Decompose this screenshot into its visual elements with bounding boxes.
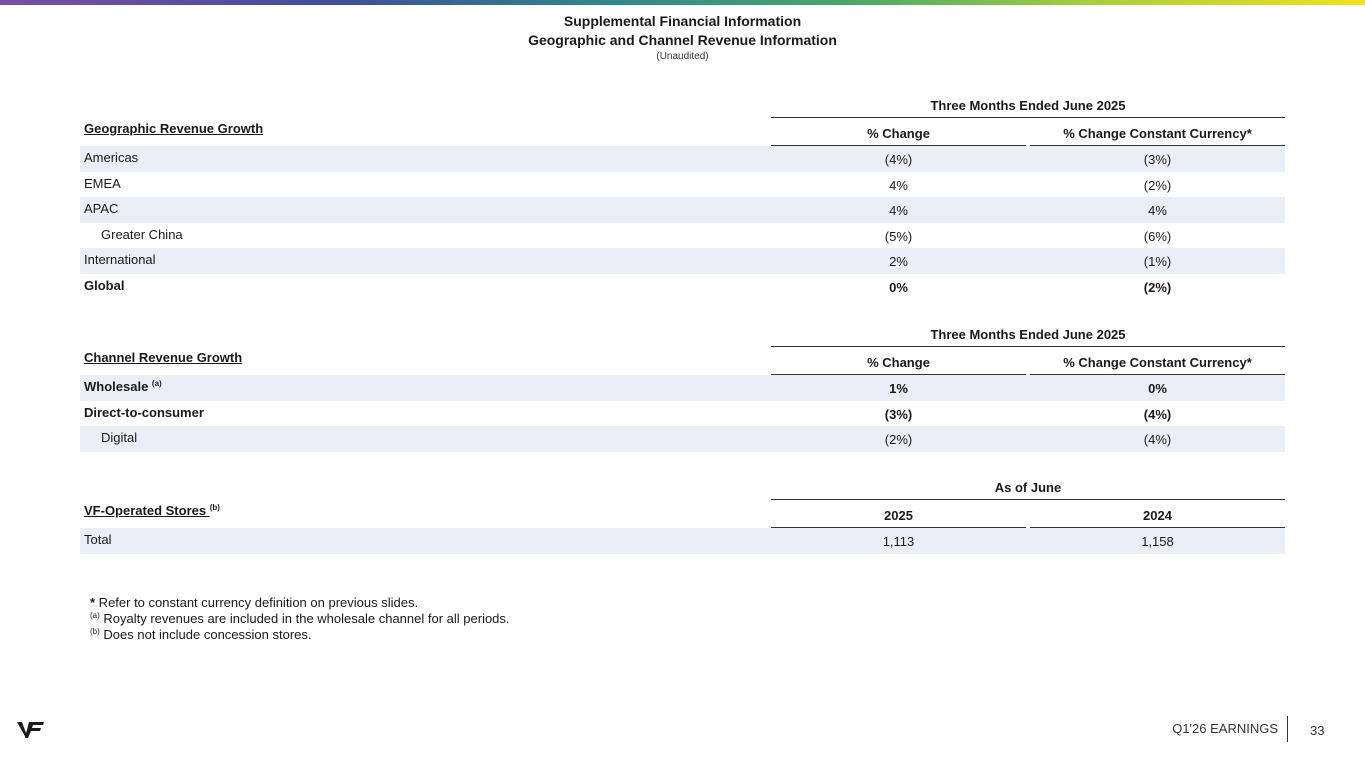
column-header-change: % Change	[771, 123, 1026, 146]
row-value-2024: 1,158	[1141, 534, 1174, 549]
footnote-marker-b: (b)	[209, 503, 220, 512]
page-title: Supplemental Financial Information	[563, 13, 802, 29]
row-value-change: 0%	[889, 279, 908, 295]
table-row-total	[80, 528, 1285, 554]
row-value-change: (3%)	[884, 406, 913, 422]
row-value-constant-currency: (2%)	[1143, 279, 1172, 295]
footnote-a	[90, 611, 510, 627]
vf-logo-icon	[17, 720, 45, 745]
page-subtitle: Geographic and Channel Revenue Information	[528, 32, 837, 48]
row-value-constant-currency: 0%	[1148, 381, 1167, 396]
row-label-text: Wholesale	[84, 379, 149, 394]
table-row-americas	[80, 146, 1285, 172]
column-header-change: % Change	[771, 352, 1026, 375]
column-header-2025: 2025	[771, 505, 1026, 528]
row-value-change: 2%	[889, 254, 908, 270]
row-value-change: 4%	[889, 203, 908, 219]
table-row-direct-to-consumer	[80, 401, 1285, 427]
group-header: Three Months Ended June 2025	[771, 324, 1285, 347]
footnote-star-text: Refer to constant currency definition on previous slides.	[95, 595, 419, 610]
section-title: Geographic Revenue Growth	[84, 121, 264, 136]
row-label: International	[84, 252, 156, 268]
table-row-global	[80, 274, 1285, 300]
row-value-constant-currency: 4%	[1148, 203, 1167, 219]
column-header-constant-currency: % Change Constant Currency*	[1030, 352, 1285, 375]
channel-revenue-table	[80, 324, 1285, 454]
row-value-constant-currency: (3%)	[1143, 152, 1172, 167]
footnote-a-mark: (a)	[90, 611, 100, 620]
row-value-constant-currency: (1%)	[1143, 254, 1172, 270]
table-row-wholesale	[80, 375, 1285, 401]
table-row-greater-china	[80, 223, 1285, 249]
group-header: As of June	[771, 477, 1285, 500]
row-value-2025: 1,113	[882, 534, 915, 549]
footnotes	[90, 595, 510, 643]
group-header: Three Months Ended June 2025	[771, 95, 1285, 118]
row-label: Americas	[84, 150, 139, 165]
row-value-constant-currency: (6%)	[1143, 228, 1172, 244]
row-value-constant-currency: (4%)	[1143, 432, 1172, 448]
row-value-change: 4%	[889, 177, 908, 193]
column-header-2024: 2024	[1030, 505, 1285, 528]
footer-divider	[1287, 716, 1288, 742]
footnote-b	[90, 627, 510, 643]
row-label	[84, 375, 162, 399]
vf-operated-stores-table	[80, 477, 1285, 557]
row-value-change: 1%	[889, 381, 908, 396]
footnote-a-text: Royalty revenues are included in the wholesale channel for all periods.	[99, 611, 510, 626]
row-value-constant-currency: (4%)	[1143, 406, 1172, 422]
geographic-revenue-table	[80, 95, 1285, 305]
earnings-label: Q1'26 EARNINGS	[1172, 721, 1278, 736]
section-title-text: VF-Operated Stores	[84, 503, 207, 518]
unaudited-note: (Unaudited)	[656, 51, 709, 62]
footnote-b-mark: (b)	[90, 627, 100, 636]
section-title: Channel Revenue Growth	[84, 350, 243, 365]
footnote-star	[90, 595, 510, 611]
row-value-change: (2%)	[884, 432, 913, 448]
footnote-star-mark: *	[90, 595, 96, 610]
table-row-emea	[80, 172, 1285, 198]
section-title	[84, 501, 220, 521]
row-label: Digital	[101, 430, 138, 446]
table-row-apac	[80, 197, 1285, 223]
row-value-constant-currency: (2%)	[1143, 177, 1172, 193]
row-label: Greater China	[101, 226, 183, 242]
column-header-constant-currency: % Change Constant Currency*	[1030, 123, 1285, 146]
slide-header	[0, 12, 1365, 64]
top-gradient-bar	[0, 0, 1365, 5]
row-value-change: (5%)	[884, 228, 913, 244]
footnote-marker-a: (a)	[151, 379, 162, 388]
row-label: Global	[84, 277, 125, 293]
table-row-digital	[80, 426, 1285, 452]
footnote-b-text: Does not include concession stores.	[99, 627, 312, 642]
table-row-international	[80, 248, 1285, 274]
row-value-change: (4%)	[884, 152, 913, 167]
page-number: 33	[1310, 723, 1325, 738]
row-label: EMEA	[84, 175, 121, 191]
row-label: APAC	[84, 201, 119, 217]
row-label: Direct-to-consumer	[84, 404, 204, 420]
row-label: Total	[84, 532, 112, 547]
